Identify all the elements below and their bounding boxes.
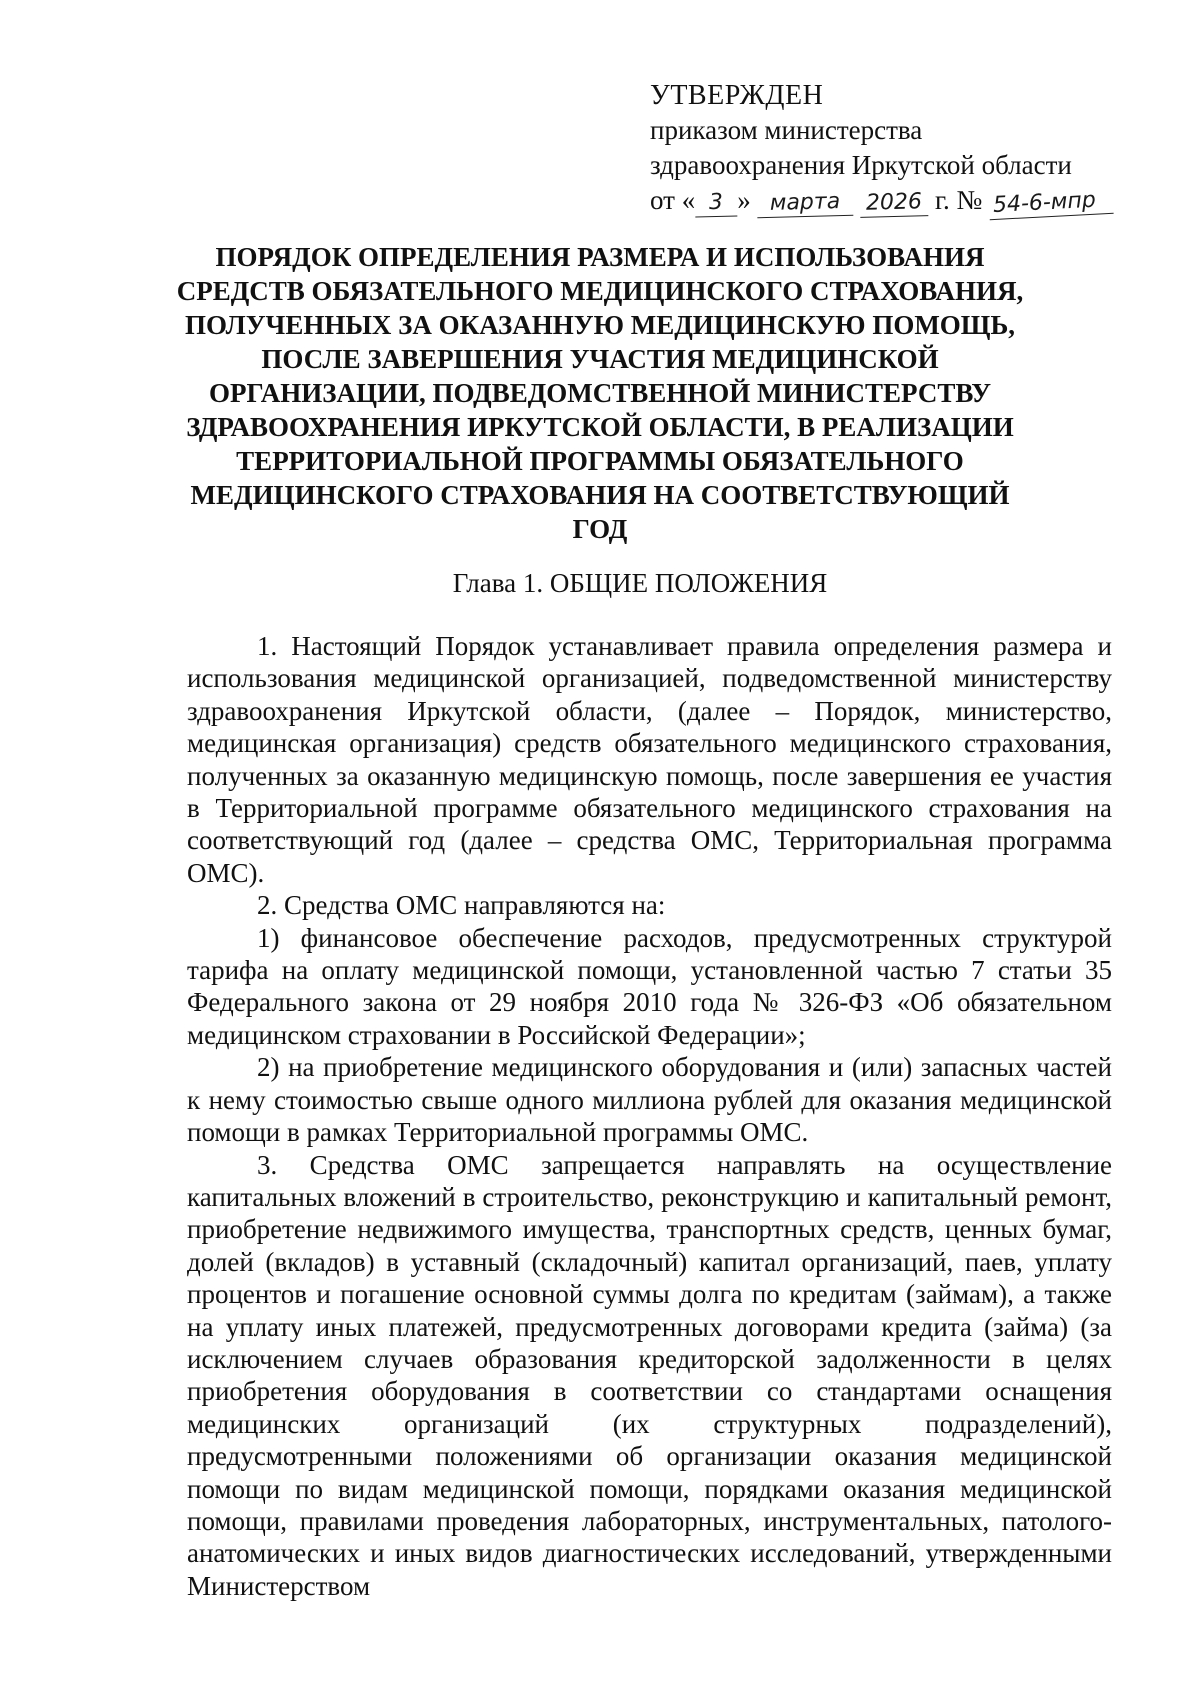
year-suffix: г. № xyxy=(934,185,983,215)
handwritten-day: 3 xyxy=(695,189,738,217)
title-line: ГОД xyxy=(572,514,628,544)
title-line: ТЕРРИТОРИАЛЬНОЙ ПРОГРАММЫ ОБЯЗАТЕЛЬНОГО xyxy=(236,446,964,476)
approval-date-line xyxy=(650,183,1170,218)
title-line: МЕДИЦИНСКОГО СТРАХОВАНИЯ НА СООТВЕТСТВУЮЩИЙ xyxy=(190,480,1010,510)
title-line: ЗДРАВООХРАНЕНИЯ ИРКУТСКОЙ ОБЛАСТИ, В РЕАЛИЗАЦИИ xyxy=(186,412,1014,442)
title-line: ОРГАНИЗАЦИИ, ПОДВЕДОМСТВЕННОЙ МИНИСТЕРСТВУ xyxy=(208,378,992,408)
title-line: ПОСЛЕ ЗАВЕРШЕНИЯ УЧАСТИЯ МЕДИЦИНСКОЙ xyxy=(261,344,939,374)
approval-title: УТВЕРЖДЕН xyxy=(650,80,824,111)
title-line: ПОРЯДОК ОПРЕДЕЛЕНИЯ РАЗМЕРА И ИСПОЛЬЗОВАНИЯ xyxy=(215,242,985,272)
date-prefix: от « xyxy=(650,185,696,215)
paragraph-2: 2. Средства ОМС направляются на: xyxy=(257,890,666,921)
approval-line-order: приказом министерства xyxy=(650,115,923,145)
chapter-heading: Глава 1. ОБЩИЕ ПОЛОЖЕНИЯ xyxy=(452,568,828,598)
paragraph-2-item-2: 2) на приобретение медицинского оборудования и (или) запасных частей к нему стоимостью свыше одного миллиона рублей для оказания медицинской помощи в рамках Территориальной программы ОМС. xyxy=(187,1052,1112,1148)
paragraph-3: 3. Средства ОМС запрещается направлять на осуществление капитальных вложений в строительство, реконструкцию и капитальный ремонт, приобретение недвижимого имущества, транспортных средств, ценных бумаг, долей (вкладов) в уставный (складочный) капитал организаций, паев, уплату процентов и погашение основной суммы долга по кредитам (займам), а также на уплату иных платежей, предусмотренных договорами кредита (займа) (за исключением случаев образования кредиторской задолженности в целях приобретения оборудования в соответствии со стандартами оснащения медицинских организаций (их структурных подразделений), предусмотренными положениями об организации оказания медицинской помощи по видам медицинской помощи, порядками оказания медицинской помощи, правилами проведения лабораторных, инструментальных, патолого-анатомических и иных видов диагностических исследований, утвержденными Министерством xyxy=(187,1149,1112,1601)
paragraph-2-item-1: 1) финансовое обеспечение расходов, предусмотренных структурой тарифа на оплату медицинской помощи, установленной частью 7 статьи 35 Федерального закона от 29 ноября 2010 года № 326-ФЗ «Об обязательном медицинском страховании в Российской Федерации»; xyxy=(187,922,1112,1050)
title-line: СРЕДСТВ ОБЯЗАТЕЛЬНОГО МЕДИЦИНСКОГО СТРАХОВАНИЯ, xyxy=(176,276,1024,306)
document-title xyxy=(120,240,1080,546)
date-day-close: » xyxy=(737,185,751,215)
handwritten-month: марта xyxy=(757,189,854,219)
paragraph-1: 1. Настоящий Порядок устанавливает правила определения размера и использования медицинской организацией, подведомственной министерству здравоохранения Иркутской области, (далее – Порядок, министерство, медицинская организация) средств обязательного медицинского страхования, полученных за оказанную медицинскую помощь, после завершения ее участия в Территориальной программе обязательного медицинского страхования на соответствующий год (далее – средства ОМС, Территориальная программа ОМС). xyxy=(187,631,1112,888)
document-body xyxy=(187,630,1112,1602)
handwritten-order-number: 54-6-мпр xyxy=(988,187,1113,220)
approval-line-ministry: здравоохранения Иркутской области xyxy=(650,150,1072,180)
handwritten-year: 2026 xyxy=(860,189,929,218)
title-line: ПОЛУЧЕННЫХ ЗА ОКАЗАННУЮ МЕДИЦИНСКУЮ ПОМОЩЬ, xyxy=(184,310,1016,340)
approval-block xyxy=(650,78,1170,218)
